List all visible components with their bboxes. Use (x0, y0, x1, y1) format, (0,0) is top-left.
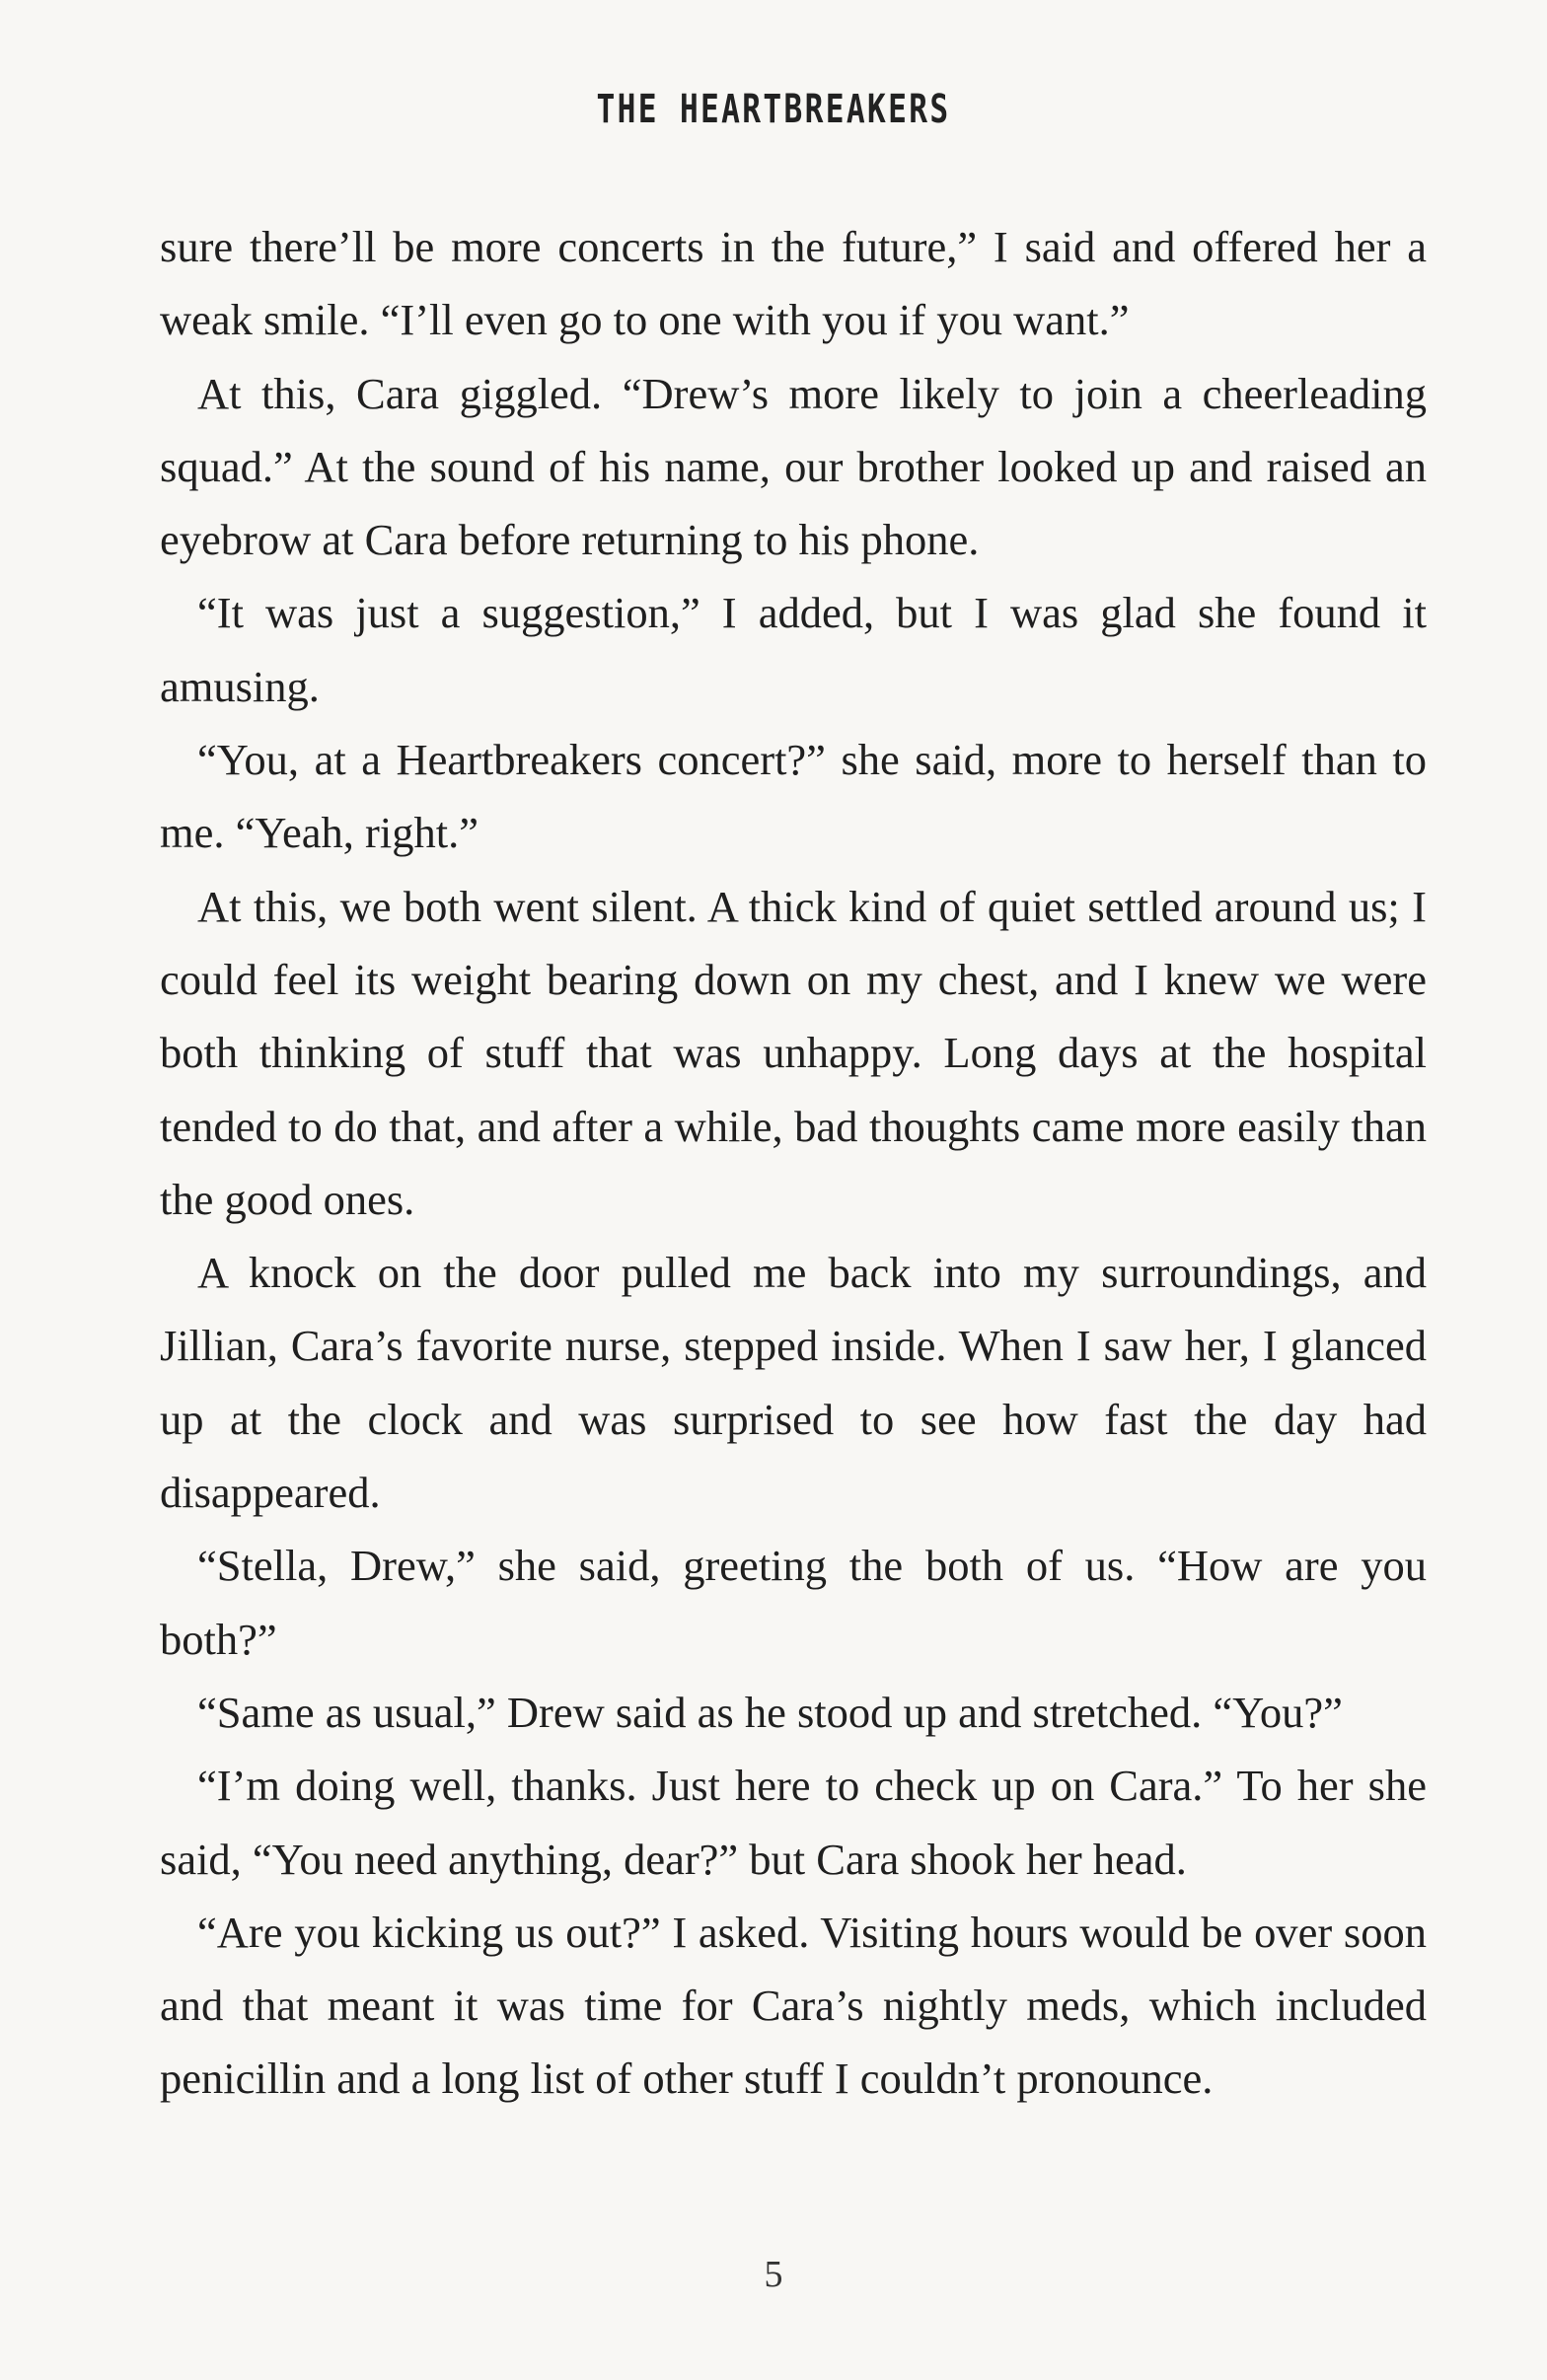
page-number: 5 (764, 2254, 783, 2295)
paragraph: sure there’ll be more concerts in the future,” I said and offered her a weak smile. “I’ll even go to one with you if you want.” (160, 222, 1427, 345)
paragraph: At this, we both went silent. A thick kind of quiet settled around us; I could feel its weight bearing down on my chest, and I knew we were both thinking of stuff that was unhappy. Long days at the hospital tended to do that, and after a while, bad thoughts came more easily than the good ones. (160, 881, 1427, 1224)
paragraph: A knock on the door pulled me back into my surroundings, and Jillian, Cara’s favorite nurse, stepped inside. When I saw her, I glanced up at the clock and was surprised to see how fast the day had disappeared. (160, 1248, 1427, 1518)
paragraph: “It was just a suggestion,” I added, but I was glad she found it amusing. (160, 588, 1427, 711)
running-header: THE HEARTBREAKERS (596, 87, 951, 132)
paragraph: At this, Cara giggled. “Drew’s more likely to join a cheerleading squad.” At the sound of his name, our brother looked up and raised an eyebrow at Cara before returning to his phone. (160, 368, 1427, 565)
paragraph: “Are you kicking us out?” I asked. Visiting hours would be over soon and that meant it was time for Cara’s nightly meds, which included penicillin and a long list of other stuff I couldn’t pronounce. (160, 1907, 1427, 2104)
paragraph: “Stella, Drew,” she said, greeting the both of us. “How are you both?” (160, 1541, 1427, 1664)
body-text (160, 210, 1427, 2116)
paragraph: “I’m doing well, thanks. Just here to check up on Cara.” To her she said, “You need anything, dear?” but Cara shook her head. (160, 1761, 1427, 1884)
paragraph: “You, at a Heartbreakers concert?” she said, more to herself than to me. “Yeah, right.” (160, 735, 1427, 858)
paragraph: “Same as usual,” Drew said as he stood up and stretched. “You?” (197, 1687, 1343, 1737)
